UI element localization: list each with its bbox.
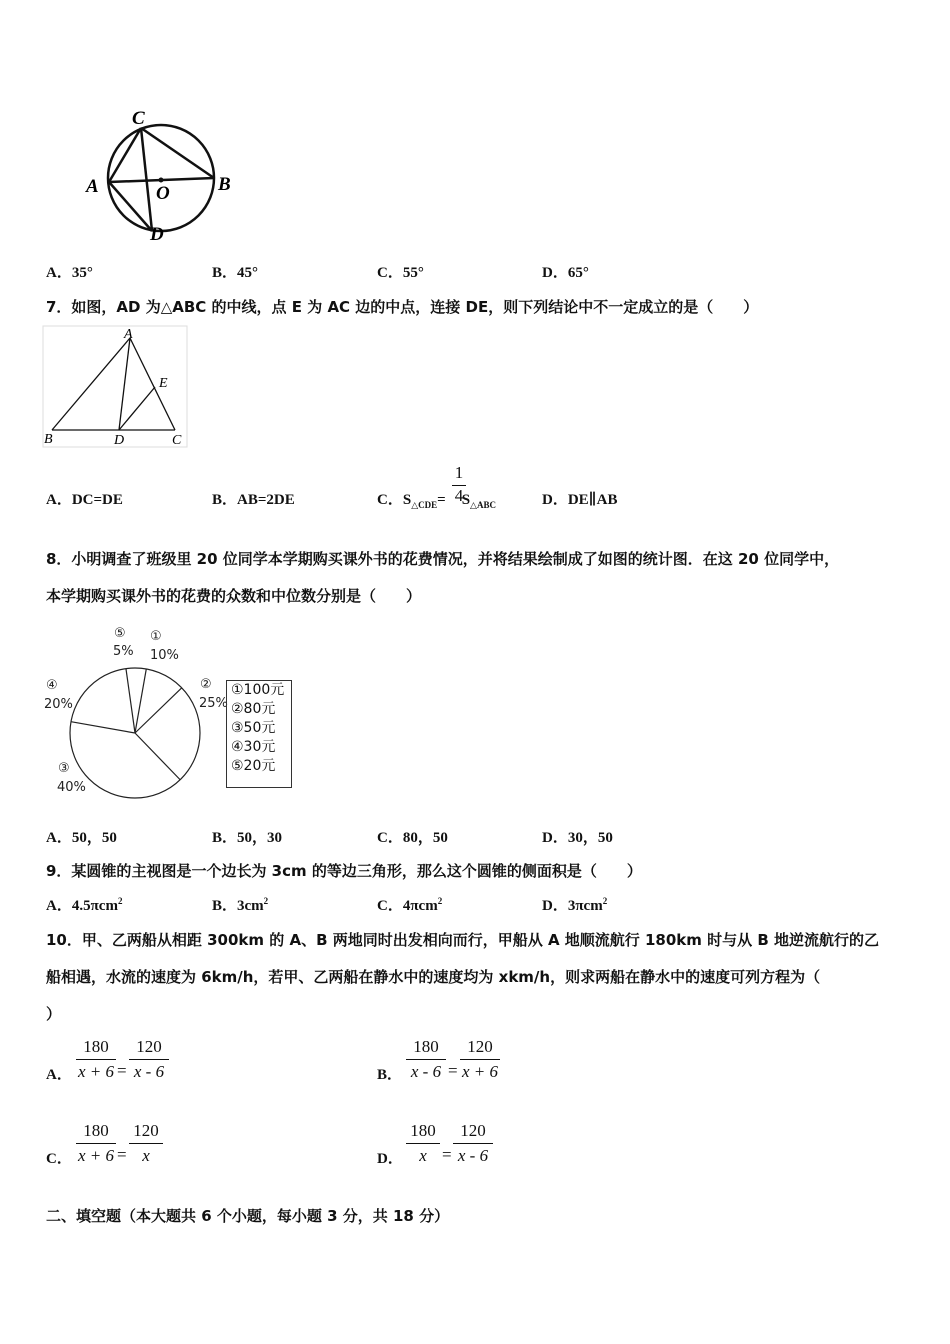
section-2-heading: 二、填空题（本大题共 6 个小题，每小题 3 分，共 18 分） xyxy=(46,1207,450,1225)
q10-a-n2: 120 xyxy=(129,1037,169,1060)
q7-c-den: 4 xyxy=(454,486,464,505)
q7-c-s2: S xyxy=(461,492,471,508)
q10-d-eq: = xyxy=(442,1145,452,1164)
q10-d-n2: 120 xyxy=(453,1121,493,1144)
q7-c-num: 1 xyxy=(452,463,466,486)
label-c: C xyxy=(132,108,145,129)
q10-b-d1: x - 6 xyxy=(410,1062,442,1081)
q10-line1: 10．甲、乙两船从相距 300km 的 A、B 两地同时出发相向而行，甲船从 A 地顺流航行 180km 时与从 B 地逆流航行的乙 xyxy=(46,931,880,949)
q6-option-a[interactable]: A．35° xyxy=(46,265,93,281)
q10-b-frac1 xyxy=(406,1037,446,1082)
q10-c-frac1 xyxy=(76,1121,116,1166)
q8-option-c[interactable]: C．80，50 xyxy=(377,830,448,846)
q10-a-eq: = xyxy=(117,1061,127,1080)
pie-percent-3: 40% xyxy=(57,780,86,795)
label-e: E xyxy=(159,376,168,391)
q10-b-frac2 xyxy=(460,1037,500,1082)
side-ab xyxy=(52,338,130,430)
circle-figure xyxy=(40,100,231,250)
q7-text: 7．如图，AD 为△ABC 的中线，点 E 为 AC 边的中点，连接 DE，则下列结论中不一定成立的是（ ） xyxy=(46,298,759,316)
q9-option-c[interactable] xyxy=(377,894,442,915)
pie-legend xyxy=(226,680,292,788)
pie-percent-2: 25% xyxy=(199,696,228,711)
q9-b-main: B．3cm xyxy=(212,898,264,914)
q9-c-main: C．4πcm xyxy=(377,898,438,914)
q10-c-frac2 xyxy=(129,1121,163,1166)
q8-line2: 本学期购买课外书的花费的众数和中位数分别是（ ） xyxy=(46,587,422,605)
legend-item-1: ①100元 xyxy=(231,682,285,698)
q10-line2: 船相遇，水流的速度为 6km/h，若甲、乙两船在静水中的速度均为 xkm/h，则求两船在静水中的速度可列方程为（ xyxy=(46,968,821,986)
center-dot xyxy=(159,178,164,183)
q7-option-a[interactable]: A．DC=DE xyxy=(46,492,123,508)
q8-option-d[interactable]: D．30，50 xyxy=(542,830,613,846)
q9-b-sup: 2 xyxy=(263,896,269,906)
q10-d-d2: x - 6 xyxy=(457,1146,489,1165)
q7-c-fraction xyxy=(452,463,466,506)
legend-item-5: ⑤20元 xyxy=(231,758,276,774)
q10-c-d2: x xyxy=(142,1146,150,1165)
q10-a-frac1 xyxy=(76,1037,116,1082)
median-ad xyxy=(119,338,130,430)
pie-label-1: ① xyxy=(150,629,162,644)
label-a: A xyxy=(124,327,133,342)
q9-a-sup: 2 xyxy=(117,896,123,906)
pie-percent-1: 10% xyxy=(150,648,179,663)
q9-d-main: D．3πcm xyxy=(542,898,603,914)
q10-b-label: B． xyxy=(377,1067,403,1083)
pie-percent-5: 5% xyxy=(113,644,134,659)
pie-slice-divider-5 xyxy=(126,669,135,733)
legend-item-3: ③50元 xyxy=(231,720,276,736)
pie-slice-divider-3 xyxy=(135,733,180,780)
pie-label-2: ② xyxy=(200,677,212,692)
q7-option-b[interactable]: B．AB=2DE xyxy=(212,492,295,508)
q9-d-sup: 2 xyxy=(602,896,608,906)
q9-option-b[interactable] xyxy=(212,894,268,915)
q7-c-prefix: C．S xyxy=(377,492,412,508)
label-d: D xyxy=(150,224,164,245)
q8-option-b[interactable]: B．50，30 xyxy=(212,830,283,846)
q10-b-d2: x + 6 xyxy=(461,1062,499,1081)
q10-d-label: D． xyxy=(377,1151,403,1167)
q10-d-n1: 180 xyxy=(406,1121,440,1144)
q10-d-frac2 xyxy=(453,1121,493,1166)
q10-c-eq: = xyxy=(117,1145,127,1164)
q9-text: 9．某圆锥的主视图是一个边长为 3cm 的等边三角形，那么这个圆锥的侧面积是（ ） xyxy=(46,862,642,880)
q10-c-d1: x + 6 xyxy=(77,1146,115,1165)
chord-cb xyxy=(141,128,214,178)
triangle-figure xyxy=(42,325,192,450)
pie-slice-divider-4 xyxy=(71,722,135,733)
q7-option-c[interactable] xyxy=(377,488,496,511)
q10-d-d1: x xyxy=(419,1146,427,1165)
q10-c-n1: 180 xyxy=(76,1121,116,1144)
q10-a-d2: x - 6 xyxy=(133,1062,165,1081)
q7-c-sub1: △CDE xyxy=(411,500,438,510)
label-a: A xyxy=(86,176,99,197)
legend-item-2: ②80元 xyxy=(231,701,276,717)
q10-c-label: C． xyxy=(46,1151,72,1167)
q10-d-frac1 xyxy=(406,1121,440,1166)
q9-option-a[interactable] xyxy=(46,894,122,915)
q10-c-n2: 120 xyxy=(129,1121,163,1144)
q8-line1: 8．小明调查了班级里 20 位同学本学期购买课外书的花费情况，并将结果绘制成了如图的统计图．在这 20 位同学中， xyxy=(46,550,840,568)
pie-percent-4: 20% xyxy=(44,697,73,712)
label-c: C xyxy=(172,433,182,448)
q6-option-c[interactable]: C．55° xyxy=(377,265,424,281)
q9-option-d[interactable] xyxy=(542,894,607,915)
label-b: B xyxy=(44,432,53,447)
q10-b-n2: 120 xyxy=(460,1037,500,1060)
q10-a-n1: 180 xyxy=(76,1037,116,1060)
q7-c-sub2: △ABC xyxy=(470,500,496,510)
q7-c-eq: = xyxy=(437,492,446,508)
q10-b-eq: = xyxy=(448,1061,458,1080)
side-ac xyxy=(130,338,175,430)
q10-a-d1: x + 6 xyxy=(77,1062,115,1081)
q10-line3: ） xyxy=(46,1005,62,1023)
legend-item-4: ④30元 xyxy=(231,739,276,755)
label-d: D xyxy=(114,433,125,448)
q9-c-sup: 2 xyxy=(437,896,443,906)
segment-de xyxy=(119,387,155,430)
pie-label-5: ⑤ xyxy=(114,626,126,641)
label-b: B xyxy=(218,174,231,195)
q10-a-frac2 xyxy=(129,1037,169,1082)
q7-option-d[interactable]: D．DE∥AB xyxy=(542,492,618,508)
pie-label-4: ④ xyxy=(46,678,58,693)
q9-a-main: A．4.5πcm xyxy=(46,898,118,914)
q10-a-label: A． xyxy=(46,1067,72,1083)
q6-option-b[interactable]: B．45° xyxy=(212,265,259,281)
q6-option-d[interactable]: D．65° xyxy=(542,265,589,281)
q8-option-a[interactable]: A．50，50 xyxy=(46,830,117,846)
pie-label-3: ③ xyxy=(58,761,70,776)
label-o: O xyxy=(156,183,170,204)
q10-b-n1: 180 xyxy=(406,1037,446,1060)
